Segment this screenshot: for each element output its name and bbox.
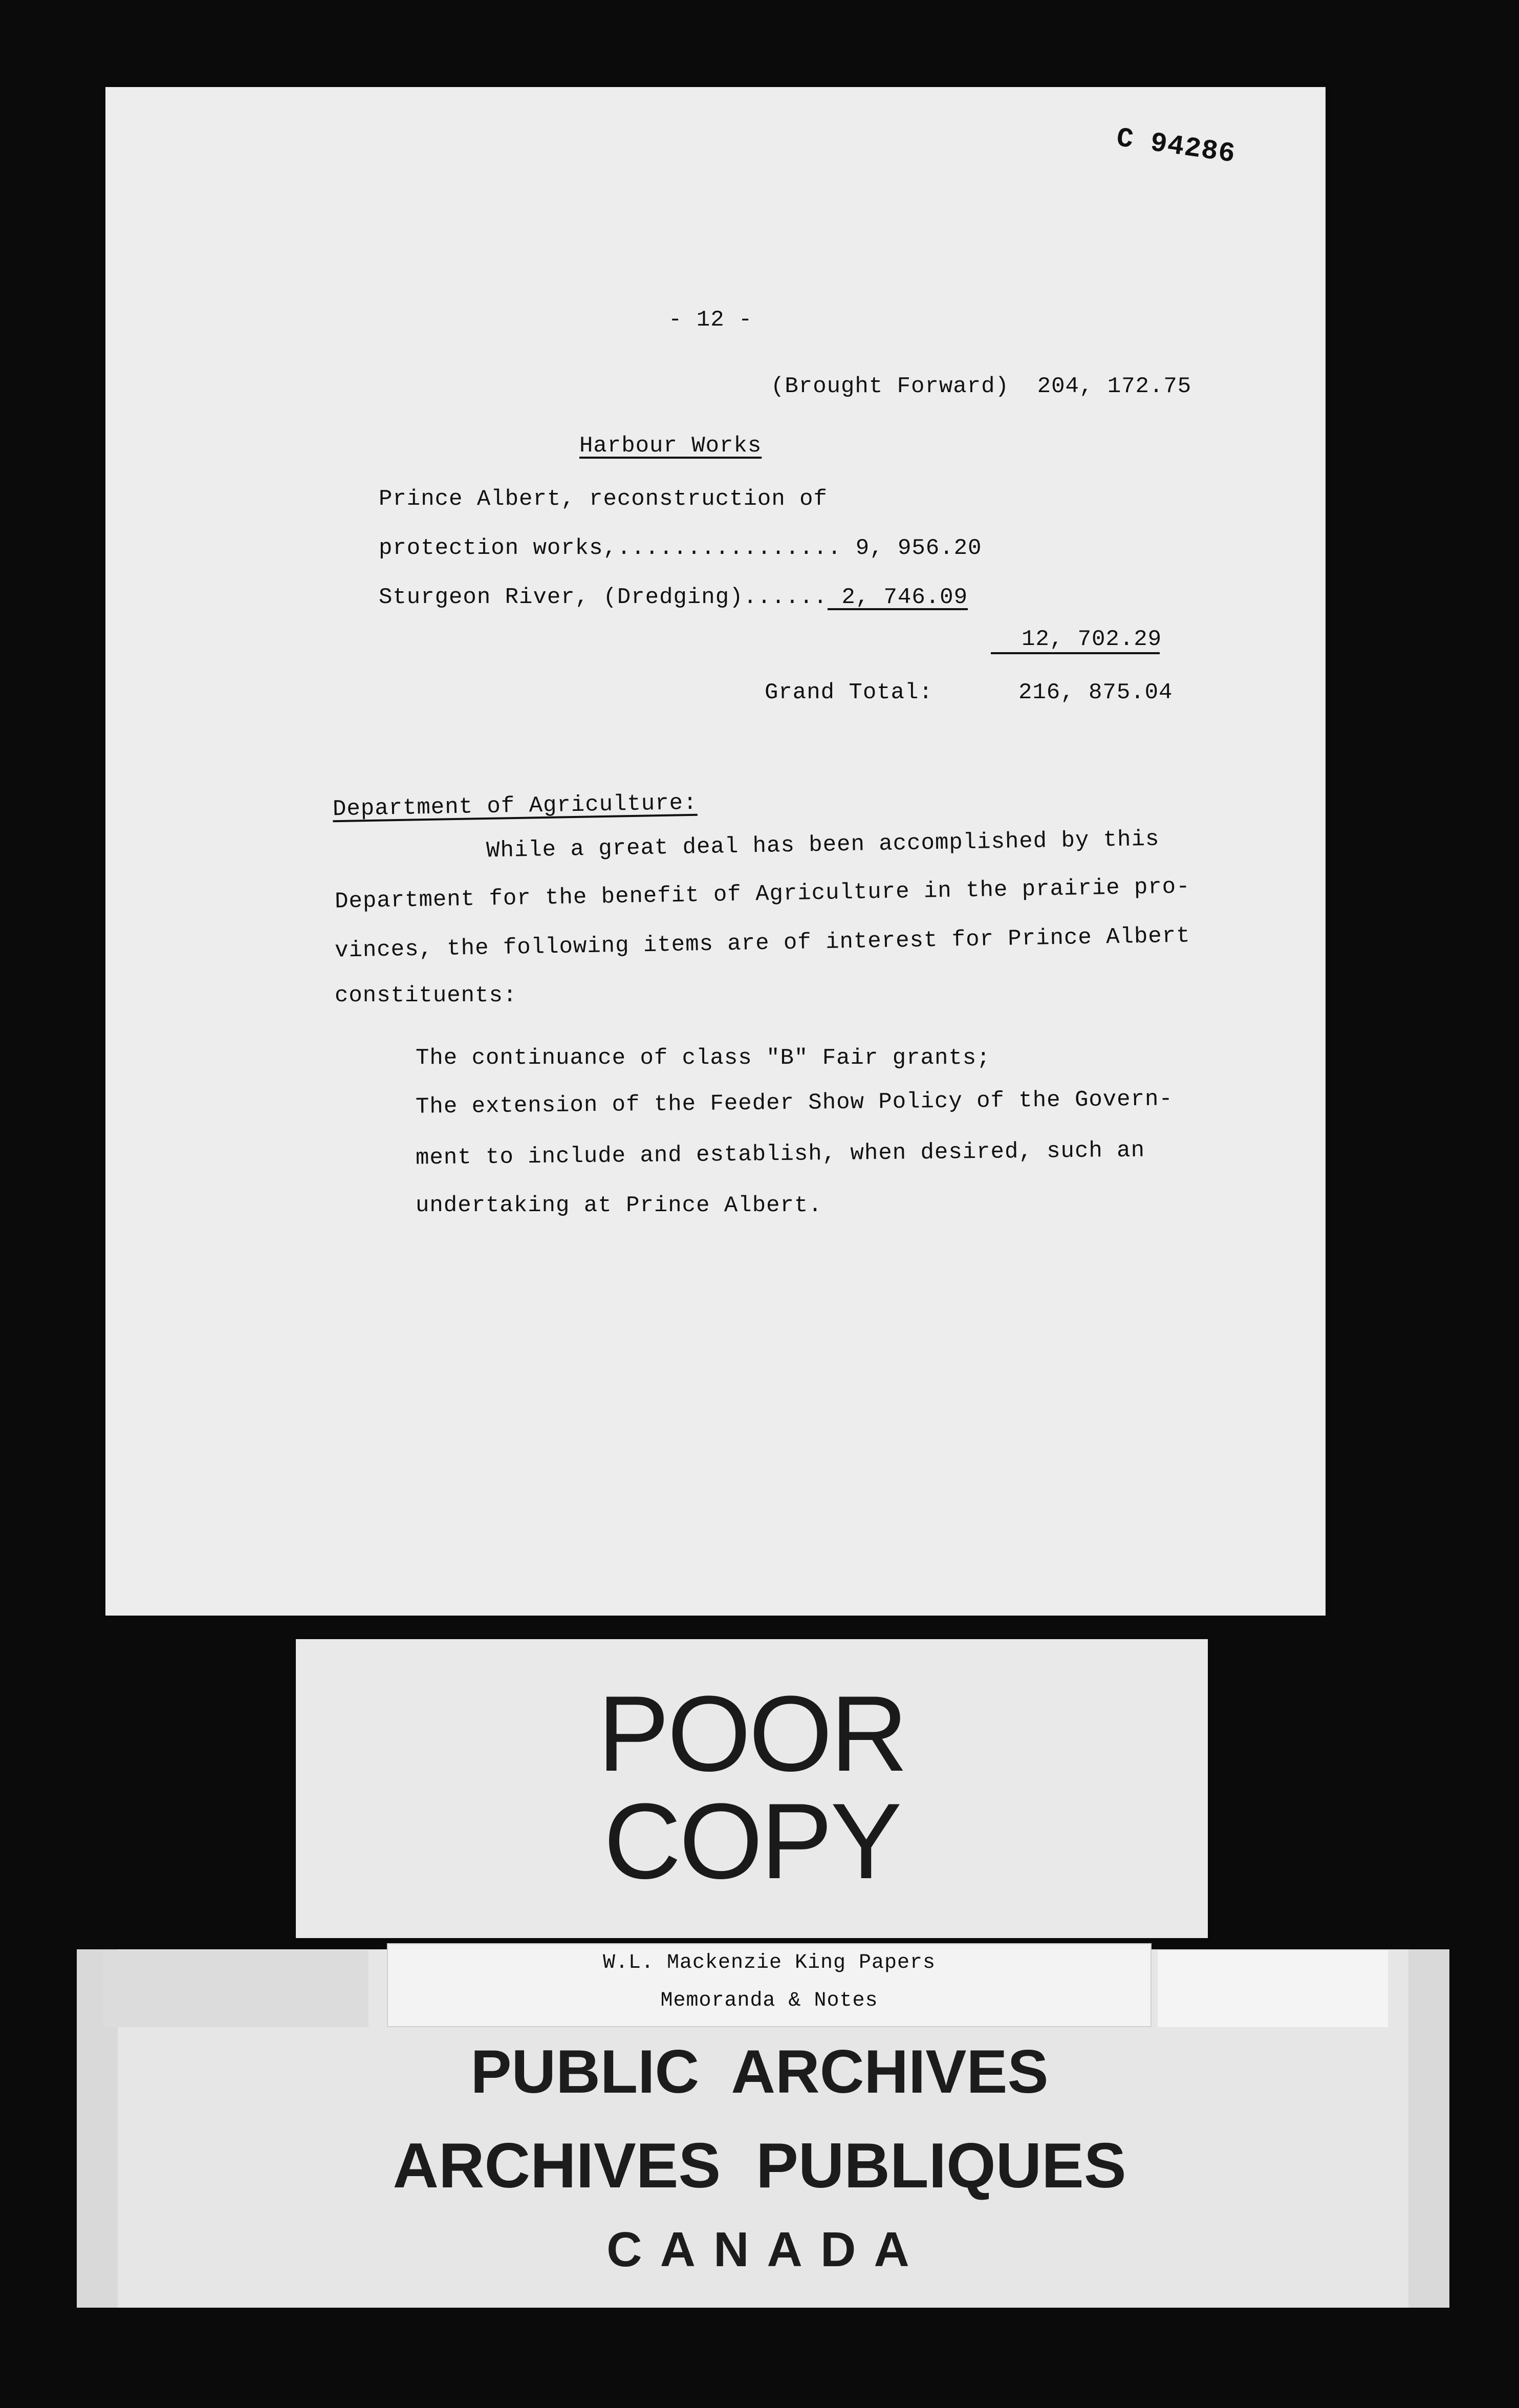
document-page xyxy=(105,87,1326,1616)
series-name: Memoranda & Notes xyxy=(660,1989,878,2012)
grand-total-label: Grand Total: xyxy=(765,680,933,705)
collection-strip xyxy=(387,1943,1152,2027)
item-prince-albert-line2: protection works,................ 9, 956.20 xyxy=(379,535,982,561)
list-item-2-line-3: undertaking at Prince Albert. xyxy=(416,1193,822,1218)
agriculture-heading: Department of Agriculture: xyxy=(332,790,698,823)
paragraph-line-3: vinces, the following items are of interest for Prince Albert xyxy=(334,923,1190,964)
item-prince-albert-line1: Prince Albert, reconstruction of xyxy=(379,486,828,512)
reference-number: C 94286 xyxy=(1114,123,1238,170)
paragraph-line-4: constituents: xyxy=(335,983,517,1008)
list-item-2-line-2: ment to include and establish, when desired, such an xyxy=(415,1137,1145,1171)
list-item-1: The continuance of class "B" Fair grants; xyxy=(416,1045,991,1071)
archive-country: C A N A D A xyxy=(606,2222,913,2277)
list-item-2-line-1: The extension of the Feeder Show Policy of the Govern- xyxy=(415,1086,1174,1120)
subtotal-rule xyxy=(991,652,1160,654)
archive-label-right-tab xyxy=(1158,1950,1388,2027)
grand-total-value: 216, 875.04 xyxy=(1018,680,1173,705)
subtotal: 12, 702.29 xyxy=(1022,627,1162,652)
page-number: - 12 - xyxy=(668,307,753,333)
poor-copy-line-1: POOR xyxy=(597,1673,906,1794)
archive-line-english: PUBLIC ARCHIVES xyxy=(470,2037,1049,2106)
item-sturgeon-river-value: 2, 746.09 xyxy=(827,585,968,610)
paragraph-line-2: Department for the benefit of Agriculture in the prairie pro- xyxy=(334,874,1190,915)
paragraph-line-1: While a great deal has been accomplished by this xyxy=(486,826,1160,864)
poor-copy-label xyxy=(296,1639,1208,1938)
archive-label-left-tab xyxy=(102,1950,368,2027)
item-sturgeon-river xyxy=(379,585,968,610)
collection-name: W.L. Mackenzie King Papers xyxy=(602,1951,936,1974)
archive-line-french: ARCHIVES PUBLIQUES xyxy=(393,2131,1126,2201)
item-sturgeon-river-label: Sturgeon River, (Dredging)...... xyxy=(379,585,828,610)
poor-copy-line-2: COPY xyxy=(603,1781,900,1901)
brought-forward: (Brought Forward) 204, 172.75 xyxy=(771,374,1192,399)
harbour-works-heading: Harbour Works xyxy=(579,433,762,459)
